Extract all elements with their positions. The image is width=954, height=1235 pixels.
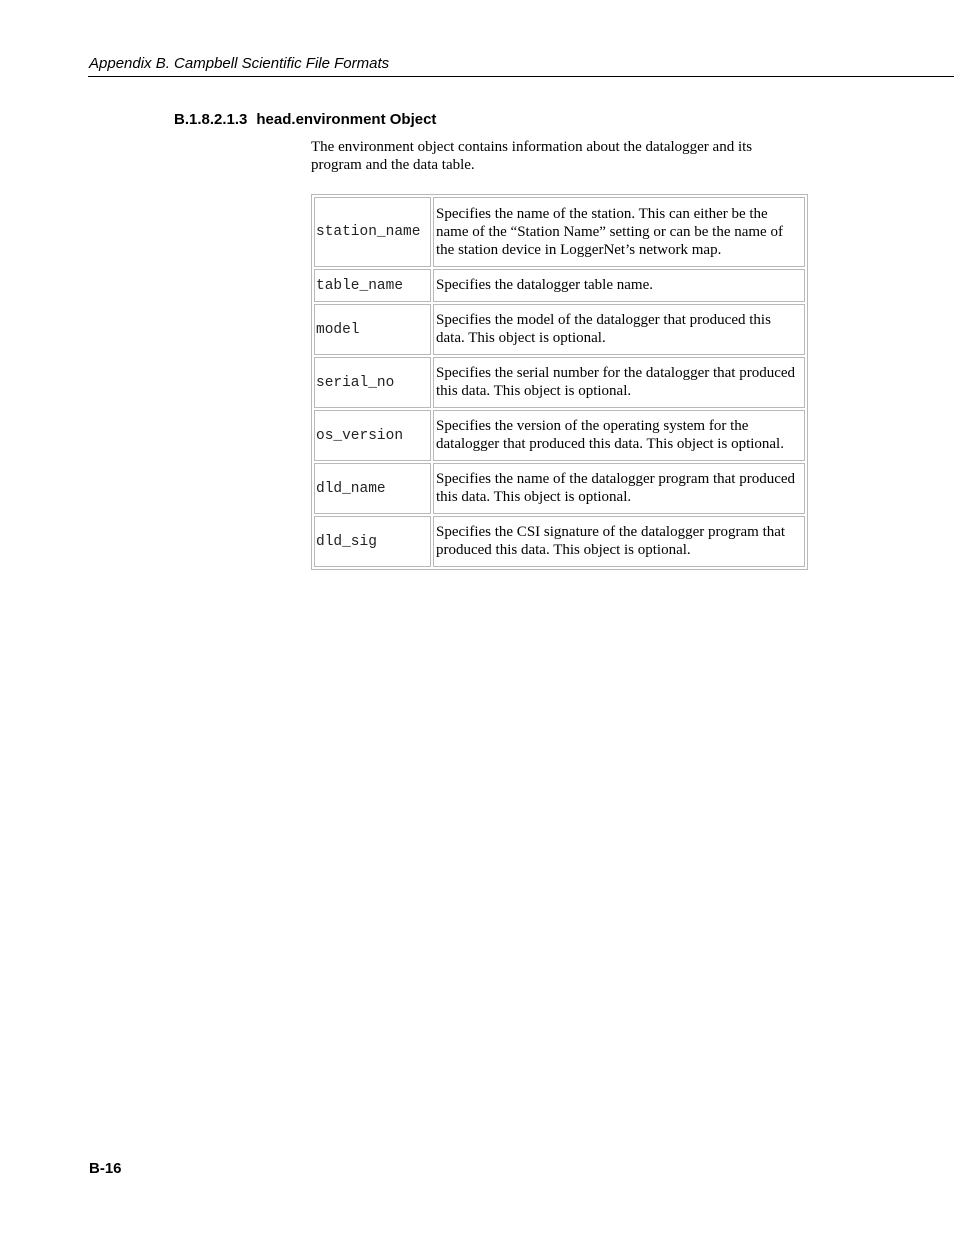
page-number: B-16	[89, 1160, 122, 1177]
table-row	[314, 410, 805, 461]
running-header: Appendix B. Campbell Scientific File Formats	[89, 55, 390, 72]
table-row	[314, 463, 805, 514]
table-row	[314, 304, 805, 355]
table-row	[314, 516, 805, 567]
table-row	[314, 269, 805, 302]
object-description: Specifies the version of the operating system for the datalogger that produced this data. This object is optional.	[433, 410, 805, 461]
object-name: model	[314, 304, 431, 355]
object-name: serial_no	[314, 357, 431, 408]
object-description: Specifies the name of the datalogger program that produced this data. This object is optional.	[433, 463, 805, 514]
section-title: head.environment Object	[256, 111, 437, 128]
environment-object-table	[311, 194, 808, 570]
object-description: Specifies the name of the station. This can either be the name of the “Station Name” setting or can be the name of the station device in LoggerNet’s network map.	[433, 197, 805, 267]
section-number: B.1.8.2.1.3	[174, 111, 248, 128]
object-description: Specifies the CSI signature of the datalogger program that produced this data. This object is optional.	[433, 516, 805, 567]
table-row	[314, 357, 805, 408]
object-name: table_name	[314, 269, 431, 302]
object-name: station_name	[314, 197, 431, 267]
table-row	[314, 197, 805, 267]
object-description: Specifies the datalogger table name.	[433, 269, 805, 302]
intro-paragraph: The environment object contains information about the datalogger and its program and the data table.	[311, 139, 753, 173]
object-description: Specifies the model of the datalogger that produced this data. This object is optional.	[433, 304, 805, 355]
object-name: os_version	[314, 410, 431, 461]
object-description: Specifies the serial number for the datalogger that produced this data. This object is optional.	[433, 357, 805, 408]
object-name: dld_sig	[314, 516, 431, 567]
header-rule	[88, 76, 954, 77]
object-name: dld_name	[314, 463, 431, 514]
section-heading	[174, 111, 436, 129]
